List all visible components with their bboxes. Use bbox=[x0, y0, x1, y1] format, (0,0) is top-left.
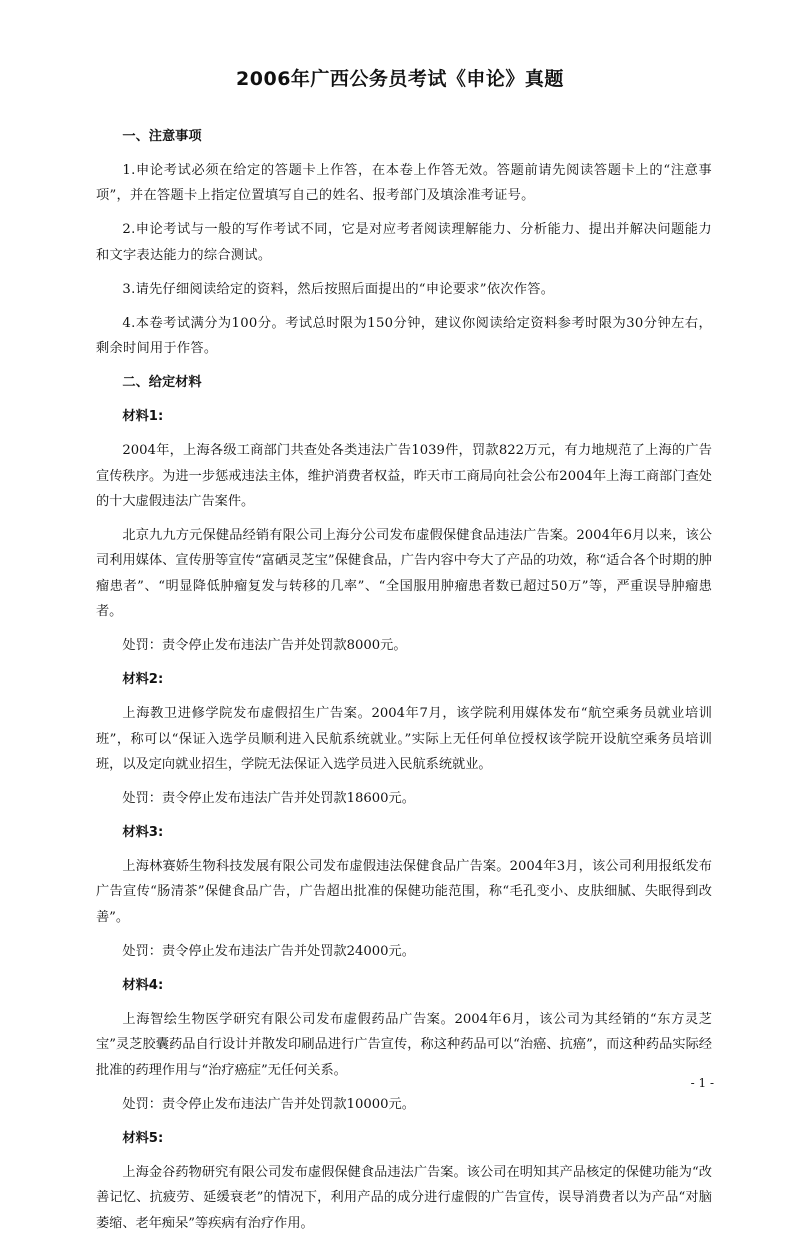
material-2-paragraph: 上海教卫进修学院发布虚假招生广告案。2004年7月，该学院利用媒体发布“航空乘务员就业培训班”，称可以“保证入选学员顺利进入民航系统就业。”实际上无任何单位授权该学院开设航空乘务员培训班，以及定向就业招生，学院无法保证入选学员进入民航系统就业。 bbox=[96, 706, 712, 773]
material-5-label: 材料5: bbox=[122, 1130, 164, 1146]
material-2-label: 材料2: bbox=[122, 672, 164, 688]
material-4-paragraph: 上海智绘生物医学研究有限公司发布虚假药品广告案。2004年6月，该公司为其经销的“东方灵芝宝”灵芝胶囊药品自行设计并散发印刷品进行广告宣传，称这种药品可以“治癌、抗癌”，而这种药品实际经批准的药理作用与“治疗癌症”无任何关系。 bbox=[96, 1011, 712, 1078]
material-4-penalty: 处罚：责令停止发布违法广告并处罚款10000元。 bbox=[122, 1096, 415, 1112]
material-1-paragraph: 2004年，上海各级工商部门共查处各类违法广告1039件，罚款822万元，有力地规范了上海的广告宣传秩序。为进一步惩戒违法主体，维护消费者权益，昨天市工商局向社会公布2004年上海工商部门查处的十大虚假违法广告案件。 bbox=[96, 443, 712, 510]
material-3-penalty: 处罚：责令停止发布违法广告并处罚款24000元。 bbox=[122, 943, 415, 959]
material-4-label: 材料4: bbox=[122, 977, 164, 993]
notice-item-2: 2.申论考试与一般的写作考试不同，它是对应考者阅读理解能力、分析能力、提出并解决问题能力和文字表达能力的综合测试。 bbox=[96, 222, 712, 263]
notice-item-3: 3.请先仔细阅读给定的资料，然后按照后面提出的“申论要求”依次作答。 bbox=[122, 281, 555, 297]
material-2-penalty: 处罚：责令停止发布违法广告并处罚款18600元。 bbox=[122, 791, 415, 807]
material-5-paragraph: 上海金谷药物研究有限公司发布虚假保健食品违法广告案。该公司在明知其产品核定的保健功能为“改善记忆、抗疲劳、延缓衰老”的情况下，利用产品的成分进行虚假的广告宣传，误导消费者以为产品“对脑萎缩、老年痴呆”等疾病有治疗作用。 bbox=[96, 1164, 712, 1231]
page-title: 2006年广西公务员考试《申论》真题 bbox=[236, 68, 564, 90]
section-heading-materials: 二、给定材料 bbox=[122, 375, 202, 391]
material-1-paragraph: 北京九九方元保健品经销有限公司上海分公司发布虚假保健食品违法广告案。2004年6月以来，该公司利用媒体、宣传册等宣传“富硒灵芝宝”保健食品，广告内容中夸大了产品的功效，称“适合各个时期的肿瘤患者”、“明显降低肿瘤复发与转移的几率”、“全国服用肿瘤患者数已超过50万”等，严重误导肿瘤患者。 bbox=[96, 528, 712, 620]
page-number: - 1 - bbox=[690, 1076, 714, 1090]
material-3-label: 材料3: bbox=[122, 825, 164, 841]
material-1-penalty: 处罚：责令停止发布违法广告并处罚款8000元。 bbox=[122, 638, 407, 654]
section-heading-notice: 一、注意事项 bbox=[122, 129, 202, 144]
material-3-paragraph: 上海林赛娇生物科技发展有限公司发布虚假违法保健食品广告案。2004年3月，该公司利用报纸发布广告宣传“肠清茶”保健食品广告，广告超出批准的保健功能范围，称“毛孔变小、皮肤细腻、失眠得到改善”。 bbox=[96, 859, 712, 925]
material-1-label: 材料1: bbox=[122, 409, 164, 425]
notice-item-1: 1.申论考试必须在给定的答题卡上作答，在本卷上作答无效。答题前请先阅读答题卡上的“注意事项”，并在答题卡上指定位置填写自己的姓名、报考部门及填涂准考证号。 bbox=[96, 163, 712, 204]
document-body bbox=[96, 124, 712, 1245]
notice-item-4: 4.本卷考试满分为100分。考试总时限为150分钟，建议你阅读给定资料参考时限为30分钟左右，剩余时间用于作答。 bbox=[96, 315, 712, 357]
